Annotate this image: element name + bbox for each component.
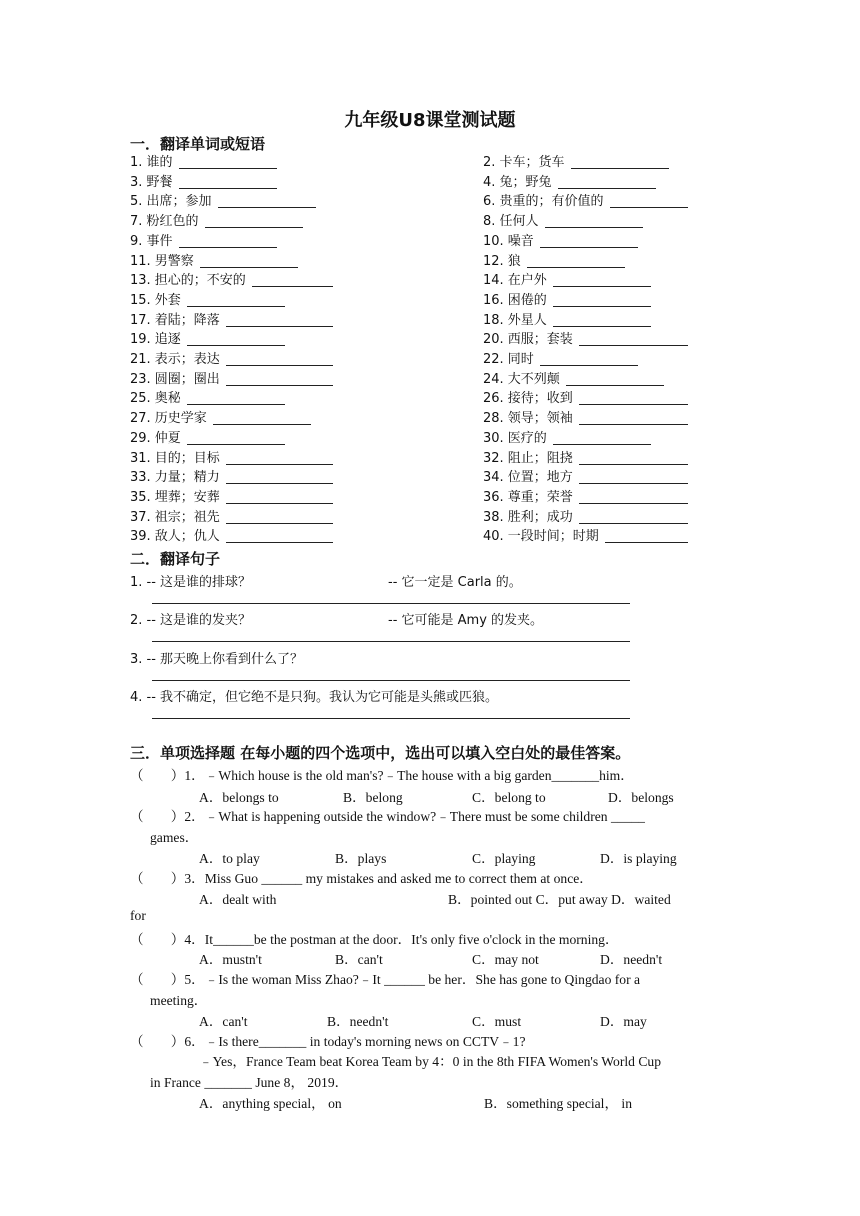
- sentence-question: 1. -- 这是谁的排球？: [130, 575, 252, 590]
- vocab-item: [130, 506, 333, 526]
- vocab-answer-blank[interactable]: [218, 193, 316, 208]
- answer-line[interactable]: [152, 680, 630, 681]
- vocab-answer-blank[interactable]: [226, 450, 333, 465]
- vocab-answer-blank[interactable]: [187, 331, 285, 346]
- vocab-item: [130, 269, 333, 289]
- sentence-question: 4. -- 我不确定，但它绝不是只狗。我认为它可能是头熊或匹狼。: [130, 690, 499, 705]
- mc-question-5: （ ）5．﹣Is the woman Miss Zhao?﹣It ______ be her．She has gone to Qingdao for a: [130, 972, 641, 987]
- vocab-answer-blank[interactable]: [179, 174, 277, 189]
- mc-option[interactable]: A．mustn't: [199, 952, 262, 967]
- vocab-item: [130, 407, 311, 427]
- vocab-item: [130, 447, 333, 467]
- vocab-item: [130, 230, 277, 250]
- page-title: 九年级U8课堂测试题: [344, 110, 516, 131]
- vocab-answer-blank[interactable]: [566, 371, 664, 386]
- vocab-label: 39. 敌人；仇人: [130, 529, 220, 545]
- vocab-item: [483, 289, 651, 309]
- vocab-item: [483, 407, 688, 427]
- vocab-label: 26. 接待；收到: [483, 391, 573, 407]
- vocab-label: 19. 追逐: [130, 332, 181, 348]
- vocab-item: [483, 427, 651, 447]
- vocab-label: 30. 医疗的: [483, 430, 547, 446]
- mc-option[interactable]: B．something special， in: [484, 1096, 633, 1111]
- vocab-answer-blank[interactable]: [579, 469, 688, 484]
- vocab-item: [130, 427, 285, 447]
- vocab-item: [483, 447, 688, 467]
- vocab-answer-blank[interactable]: [553, 292, 651, 307]
- mc-option[interactable]: C．must: [472, 1014, 522, 1029]
- vocab-item: [483, 309, 651, 329]
- mc-question-3: （ ）3．Miss Guo ______ my mistakes and asked me to correct them at once．: [130, 871, 593, 886]
- vocab-label: 40. 一段时间；时期: [483, 529, 599, 545]
- vocab-answer-blank[interactable]: [187, 390, 285, 405]
- vocab-label: 5. 出席；参加: [130, 194, 212, 210]
- vocab-answer-blank[interactable]: [579, 331, 688, 346]
- vocab-label: 10. 噪音: [483, 233, 534, 249]
- vocab-label: 20. 西服；套装: [483, 332, 573, 348]
- vocab-label: 12. 狼: [483, 253, 521, 269]
- vocab-item: [130, 250, 298, 270]
- mc-question-5-cont: meeting．: [150, 993, 208, 1008]
- vocab-item: [130, 368, 333, 388]
- vocab-label: 9. 事件: [130, 233, 173, 249]
- vocab-label: 25. 奥秘: [130, 391, 181, 407]
- vocab-item: [130, 151, 277, 171]
- mc-question-2-cont: games．: [150, 830, 199, 845]
- vocab-label: 15. 外套: [130, 292, 181, 308]
- vocab-item: [483, 466, 688, 486]
- vocab-label: 8. 任何人: [483, 214, 539, 230]
- vocab-item: [130, 171, 277, 191]
- vocab-item: [130, 466, 333, 486]
- sentence-answer: -- 它一定是 Carla 的。: [388, 575, 522, 590]
- vocab-label: 16. 困倦的: [483, 292, 547, 308]
- vocab-label: 29. 仲夏: [130, 430, 181, 446]
- mc-option[interactable]: A．anything special， on: [199, 1096, 342, 1111]
- answer-line[interactable]: [152, 603, 630, 604]
- vocab-answer-blank[interactable]: [252, 272, 333, 287]
- vocab-answer-blank[interactable]: [527, 253, 625, 268]
- vocab-answer-blank[interactable]: [226, 312, 333, 327]
- mc-question-6-cont: ﹣Yes，France Team beat Korea Team by 4：0 in the 8th FIFA Women's World Cup: [199, 1054, 662, 1069]
- vocab-item: [130, 210, 303, 230]
- mc-option[interactable]: D．needn't: [600, 952, 663, 967]
- vocab-label: 4. 兔；野兔: [483, 174, 552, 190]
- mc-option[interactable]: A．dealt with: [199, 892, 277, 907]
- section-vocab-heading: 一．翻译单词或短语: [130, 135, 266, 153]
- mc-question-6-cont2: in France _______ June 8， 2019．: [150, 1075, 349, 1090]
- vocab-label: 21. 表示；表达: [130, 352, 220, 367]
- vocab-item: [130, 190, 316, 210]
- vocab-answer-blank[interactable]: [187, 292, 285, 307]
- sentence-question: 3. -- 那天晚上你看到什么了？: [130, 652, 304, 667]
- vocab-answer-blank[interactable]: [213, 410, 311, 425]
- vocab-item: [483, 190, 688, 210]
- vocab-item: [483, 525, 688, 545]
- vocab-item: [483, 348, 638, 368]
- vocab-label: 17. 着陆；降落: [130, 312, 220, 328]
- vocab-label: 13. 担心的；不安的: [130, 273, 246, 289]
- vocab-label: 7. 粉红色的: [130, 214, 199, 230]
- vocab-label: 14. 在户外: [483, 273, 547, 289]
- vocab-label: 35. 埋葬；安葬: [130, 489, 220, 505]
- vocab-item: [130, 486, 333, 506]
- vocab-answer-blank[interactable]: [200, 253, 298, 268]
- mc-option[interactable]: B．belong: [343, 790, 403, 805]
- vocab-label: 23. 圆圈；圈出: [130, 371, 220, 387]
- vocab-answer-blank[interactable]: [553, 430, 651, 445]
- mc-option[interactable]: C．playing: [472, 851, 536, 866]
- vocab-label: 33. 力量；精力: [130, 470, 220, 486]
- vocab-item: [130, 309, 333, 329]
- vocab-answer-blank[interactable]: [179, 154, 277, 169]
- vocab-item: [483, 368, 664, 388]
- vocab-label: 28. 领导；领袖: [483, 411, 573, 427]
- vocab-item: [130, 525, 333, 545]
- vocab-item: [483, 171, 656, 191]
- vocab-label: 6. 贵重的；有价值的: [483, 194, 604, 210]
- mc-option[interactable]: B．can't: [335, 952, 383, 967]
- vocab-item: [483, 210, 643, 230]
- sentence-2: [130, 609, 544, 628]
- sentence-4: [130, 686, 498, 705]
- mc-option[interactable]: C．may not: [472, 952, 539, 967]
- vocab-label: 37. 祖宗；祖先: [130, 509, 220, 525]
- vocab-answer-blank[interactable]: [226, 351, 333, 366]
- mc-option[interactable]: B．needn't: [327, 1014, 389, 1029]
- mc-option[interactable]: A．to play: [199, 851, 260, 866]
- mc-option[interactable]: A．can't: [199, 1014, 248, 1029]
- vocab-answer-blank[interactable]: [579, 450, 688, 465]
- vocab-item: [483, 230, 638, 250]
- vocab-answer-blank[interactable]: [558, 174, 656, 189]
- section-sentence-heading: 二．翻译句子: [130, 550, 221, 568]
- vocab-answer-blank[interactable]: [226, 371, 333, 386]
- vocab-label: 1. 谁的: [130, 155, 173, 170]
- mc-option[interactable]: D．belongs: [608, 790, 674, 805]
- mc-option[interactable]: B．pointed out C．put away D．waited: [448, 892, 671, 907]
- vocab-label: 38. 胜利；成功: [483, 509, 573, 525]
- vocab-label: 2. 卡车；货车: [483, 155, 565, 170]
- answer-line[interactable]: [152, 718, 630, 719]
- mc-question-1: （ ）1．﹣Which house is the old man's?﹣The house with a big garden_______him．: [130, 768, 634, 783]
- vocab-answer-blank[interactable]: [179, 233, 277, 248]
- sentence-question: 2. -- 这是谁的发夹？: [130, 613, 252, 628]
- mc-option[interactable]: C．belong to: [472, 790, 546, 805]
- vocab-answer-blank[interactable]: [553, 272, 651, 287]
- vocab-item: [483, 151, 669, 171]
- mc-option[interactable]: A．belongs to: [199, 790, 279, 805]
- mc-question-2: （ ）2．﹣What is happening outside the window?﹣There must be some children _____: [130, 809, 645, 824]
- vocab-answer-blank[interactable]: [579, 390, 688, 405]
- vocab-answer-blank[interactable]: [571, 154, 669, 169]
- mc-question-3-cont: for: [130, 908, 146, 923]
- vocab-label: 31. 目的；目标: [130, 450, 220, 466]
- vocab-answer-blank[interactable]: [579, 410, 688, 425]
- vocab-label: 27. 历史学家: [130, 411, 207, 427]
- vocab-answer-blank[interactable]: [610, 193, 688, 208]
- vocab-item: [130, 348, 333, 368]
- vocab-item: [130, 289, 285, 309]
- sentence-3: [130, 648, 303, 667]
- answer-line[interactable]: [152, 641, 630, 642]
- vocab-label: 11. 男警察: [130, 253, 194, 269]
- vocab-item: [130, 328, 285, 348]
- vocab-item: [483, 328, 688, 348]
- vocab-answer-blank[interactable]: [226, 509, 333, 524]
- vocab-label: 34. 位置；地方: [483, 470, 573, 486]
- vocab-answer-blank[interactable]: [553, 312, 651, 327]
- vocab-label: 3. 野餐: [130, 174, 173, 190]
- vocab-answer-blank[interactable]: [205, 213, 303, 228]
- vocab-answer-blank[interactable]: [545, 213, 643, 228]
- vocab-answer-blank[interactable]: [226, 489, 333, 504]
- vocab-answer-blank[interactable]: [540, 351, 638, 366]
- vocab-item: [483, 486, 688, 506]
- vocab-label: 32. 阻止；阻挠: [483, 450, 573, 466]
- vocab-item: [483, 250, 625, 270]
- vocab-answer-blank[interactable]: [226, 528, 333, 543]
- vocab-label: 18. 外星人: [483, 312, 547, 328]
- sentence-answer: -- 它可能是 Amy 的发夹。: [388, 613, 544, 628]
- vocab-answer-blank[interactable]: [605, 528, 688, 543]
- vocab-answer-blank[interactable]: [187, 430, 285, 445]
- vocab-answer-blank[interactable]: [226, 469, 333, 484]
- mc-option[interactable]: D．may: [600, 1014, 647, 1029]
- vocab-item: [130, 387, 285, 407]
- vocab-item: [483, 387, 688, 407]
- vocab-item: [483, 506, 688, 526]
- vocab-item: [483, 269, 651, 289]
- vocab-answer-blank[interactable]: [540, 233, 638, 248]
- sentence-1: [130, 571, 522, 590]
- vocab-label: 22. 同时: [483, 352, 534, 367]
- vocab-answer-blank[interactable]: [579, 509, 688, 524]
- section-mc-heading: 三．单项选择题 在每小题的四个选项中，选出可以填入空白处的最佳答案。: [130, 744, 631, 762]
- mc-option[interactable]: D．is playing: [600, 851, 677, 866]
- vocab-label: 36. 尊重；荣誉: [483, 489, 573, 505]
- mc-option[interactable]: B．plays: [335, 851, 387, 866]
- mc-question-6: （ ）6．﹣Is there_______ in today's morning news on CCTV﹣1?: [130, 1034, 526, 1049]
- mc-question-4: （ ）4．It______be the postman at the door．It's only five o'clock in the morning．: [130, 932, 619, 947]
- vocab-answer-blank[interactable]: [579, 489, 688, 504]
- vocab-label: 24. 大不列颠: [483, 371, 560, 387]
